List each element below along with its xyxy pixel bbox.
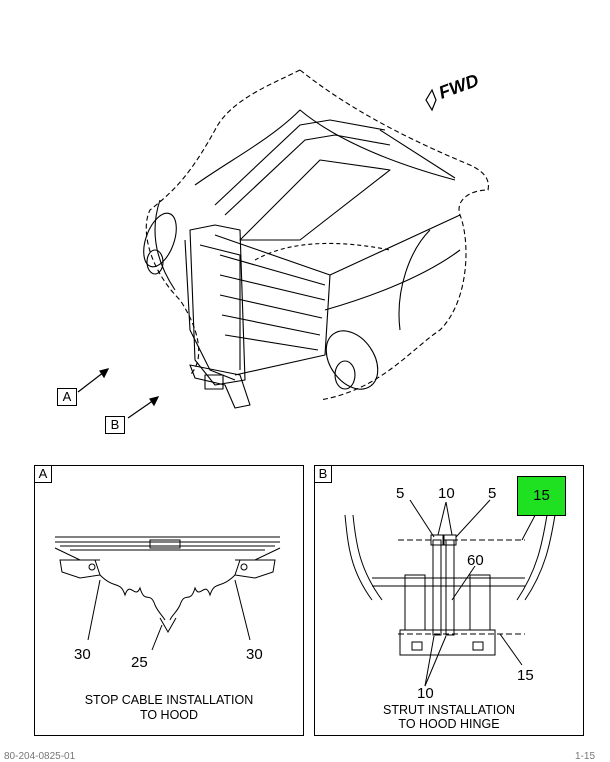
view-label-a: A [57,388,77,406]
detail-b-callout-3: 5 [488,485,497,502]
detail-a-caption-line-2: TO HOOD [139,708,199,722]
detail-a-callout-3: 30 [246,646,263,663]
detail-a-caption-line-1: STOP CABLE INSTALLATION [84,693,254,707]
detail-b-caption-line-2: TO HOOD HINGE [398,717,500,731]
view-label-b: B [105,416,125,434]
detail-a-callout-1: 30 [74,646,91,663]
footer-right: 1-15 [575,751,596,762]
detail-b-callout-6: 15 [517,667,534,684]
detail-b-callout-2: 10 [438,485,455,502]
fwd-label: FWD [436,69,482,103]
detail-b-callout-7: 10 [417,685,434,702]
detail-b-callout-highlighted: 15 [517,476,566,516]
detail-b-callout-1: 5 [396,485,405,502]
detail-b-callout-5: 60 [467,552,484,569]
detail-b-caption-line-1: STRUT INSTALLATION [383,703,515,717]
detail-a-callout-2: 25 [131,654,148,671]
footer-left: 80-204-0825-01 [4,751,76,762]
detail-a-label: A [34,465,52,483]
detail-b-label: B [314,465,332,483]
